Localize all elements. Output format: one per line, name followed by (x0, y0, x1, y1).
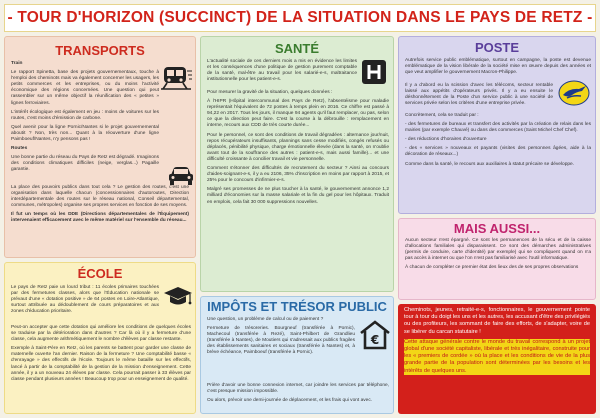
mais-aussi-paragraph: Aucun secteur n'est épargné. Ce sont les permanences de la sécu et de la caisse d'allocations familiales qui disparaissent. Ce sont des démarches administratives (permis de conduire, carte d'identité) par exemple) qui se compliquent quand on n'a pas accès à internet ou que l'on n'est pas familiarisé avec l'outil informatique. (405, 238, 591, 262)
impots-paragraph: Prière d'avoir une bonne connexion internet, car joindre les services par téléphone, c'est presque mission impossible. (207, 383, 389, 395)
sante-text-bottom (207, 90, 389, 209)
poste-heading: POSTE (474, 40, 520, 55)
impots-section (200, 296, 394, 414)
poste-paragraph: Concrètement, cela se traduit par : (405, 113, 479, 118)
euro-house-icon (359, 319, 391, 351)
la-poste-bird-icon (557, 79, 591, 107)
poste-paragraph: - des fermetures de bureaux et transfert des activités par la création de relais dans les mairies (par exemple Chauvé) ou dans des commerces (Saint Michel Chef Chef). (405, 122, 591, 134)
sante-paragraph: Comment s'étonner des difficultés de recrutement du secteur ? Ainsi au concours d'aides-soignant-e-s, il y a eu 2106, 35% d'inscription en moins par rapport à 2015, et 25% pour le concours d'infirmier-e-s. (207, 166, 389, 184)
ecole-paragraph: Peut-on accepter que cette dotation qui améliore les conditions de quelques écoles se traduise par la détérioration dans d'autres ? Car là où il y a fermeture d'une classe, cela augmente arithmétiquement le nombre d'élèves par classe restante. (11, 325, 191, 343)
impots-paragraph: Fermeture de trésoreries. Bourgneuf (transférée à Pornic), Machecoul (transférée à Rezé), Saint-Philbert de Grandlieu (transférée à Nantes), de Moutiers qui s'adressait aux publics fragiles des établissements sanitaires et sociaux (transférée à Nantes) et, à brève échéance, Paimboeuf (transférée à Pornic). (207, 326, 355, 356)
train-icon (161, 65, 193, 91)
mais-aussi-section (398, 218, 596, 300)
impots-text-top (207, 317, 355, 360)
transports-paragraph: Il fut un temps où les DDE (Directions départementales de l'Équipement) intervenaient efficacement avec le même matériel sur l'ensemble du réseau... (11, 212, 189, 224)
transports-heading: TRANSPORTS (55, 43, 145, 58)
ecole-paragraph: Exemple à Saint-Père en Retz, où les parents se battent pour garder une classe de maternelle ouverte l'an dernier. Raison de la fermeture ? Une comptabilité basse « d'enrayage » des effectifs de l'école. Toujours le même bataille sur les effectifs, lancé à partir de la comptabilité de la gestion de la mission d'enseignement. Cette année, il y a un nouveau 24 élèves par classe. Cela pourrait passer à 33 élèves par classe pendant plusieurs années ! Beaucoup trop pour un enseignement de qualité. (11, 346, 191, 382)
sante-paragraph: Pour le personnel, ce sont des conditions de travail dégradées : alternance jour/nuit, repos récupérateurs insuffisants, plannings sans cesse modifiés, congés refusés ou déplacés, pénibilité physique, charge émotionnelle élevée (dans la santé, on n'oublie avant tout de la souffrance des autres : patient-e-s, mais aussi famille)... et une difficulté croissante à concilier travail et vie personnelle. (207, 132, 389, 162)
impots-text-bottom (207, 383, 389, 407)
poste-paragraph: Il y a d'abord eu la scission d'avec les télécoms, secteur rentable laissé aux appétits d'opérateurs privés. Il y a eu ensuite le déshonnêtement de la Poste d'un service public à une société de services privée selon les critères d'une entreprise privée. (405, 83, 553, 107)
ecole-text-bottom (11, 325, 191, 386)
mais-aussi-text (405, 238, 591, 274)
conclusion-text (398, 304, 596, 381)
routes-subheading: Routes (11, 146, 28, 152)
mais-aussi-heading: MAIS AUSSI... (453, 221, 541, 236)
conclusion-section (398, 304, 596, 414)
impots-paragraph: Ou alors, prévoir une demi-journée de déplacement, et les frais qui vont avec. (207, 398, 373, 404)
conclusion-paragraph: Cheminots, jeunes, retraité-e-s, fonctionnaires, le gouvernement pointe tour à tour du doigt les uns et les autres, les accusant d'être des privilégiés ou des profiteurs, les sommant de faire des efforts, de s'adapter, voire de se libérer du carcan statutaire ! (404, 307, 590, 335)
poste-text-bottom (405, 113, 591, 171)
sante-paragraph: L'actualité sociale de ces derniers mois a mis en évidence les limites et les conséquences d'une politique de gestion purement comptable de la santé, mal-être au travail pour les salarié-e-s, maltraitance institutionnelle pour les patient-e-s. (207, 59, 357, 83)
sante-paragraph: À l'HIPR (Hôpital intercommunal des Pays de Retz), l'absentéisme pour maladie représentait l'équivalent de 72 postes à temps plein en 2016. Ce chiffre est passé à 94,22 en 2017. Tous les jours, il manque 94 agents qu'il faut remplacer, ou pas, selon ce que la direction peut faire. C'est la course à la débrouille : remplacement en interne, recours aux CDD de très courte durée... (207, 99, 389, 129)
svg-text:€: € (370, 333, 380, 347)
transports-section (4, 36, 196, 258)
ecole-paragraph: Le pays de Retz paie un lourd tribut : 11 écoles primaires touchées par des fermetures classes, alors que l'Éducation nationale se prévaut d'une « dotation positive » de 64 postes en Loire-Atlantique, surtout attribuée au dédoublement de cours préparatoires et aux zones d'éducation prioritaire. (11, 285, 159, 315)
sante-text-top (207, 59, 357, 86)
sante-paragraph: Malgré ses promesses de ne plus toucher à la santé, le gouvernement annonce 1,2 milliard d'économies sur la masse salariale et la fin du gel pour les hôpitaux. Traduit en emplois, cela fait 30 000 suppressions nouvelles. (207, 187, 389, 205)
poste-text-top (405, 58, 591, 79)
poste-paragraph: - des réductions d'horaires d'ouverture (405, 137, 487, 143)
car-icon (167, 165, 195, 187)
sante-section (200, 36, 394, 292)
title-banner (4, 4, 596, 32)
sante-heading: SANTÉ (274, 41, 320, 56)
poste-paragraph: - des « services » nouveaux et payants (visites des personnes âgées, aide à la décoration de réseaux...) (405, 146, 591, 158)
transports-paragraph: L'intérêt écologique est également en jeu : moins de voitures sur les routes, c'est moins d'émission de carbone. (11, 109, 159, 121)
train-subheading: Train (11, 61, 23, 66)
ecole-text-top (11, 285, 159, 318)
transports-text-bottom (11, 185, 189, 228)
impots-paragraph: Une question, un problème de calcul ou de paiement ? (207, 317, 324, 322)
graduation-cap-icon (163, 285, 193, 307)
transports-paragraph: Quel avenir pour la ligne Pornic/Nantes si le projet gouvernemental aboutit ? Non, très non... Quant à la réouverture d'une ligne Paimboeuf/Nantes, n'y pensons pas ! (11, 124, 159, 143)
ecole-section (4, 262, 196, 414)
poste-paragraph: Comme dans la santé, le recours aux auxiliaires à statut précaire se développe. (405, 161, 575, 167)
transports-paragraph: Le rapport Spinetta, base des projets gouvernementaux, touche à l'emploi des cheminots mais va également concerner les usagers, les petits commerces et les entreprises, ou du moins l'activité économique des régions concernées. Une question qui peut rassembler sur un même objectif la réunification des « petites » lignes ferroviaires. (11, 70, 159, 106)
ecole-heading: ÉCOLE (77, 266, 123, 281)
impots-heading: IMPÔTS ET TRÉSOR PUBLIC (207, 299, 387, 314)
sante-paragraph: Pour mesurer la gravité de la situation, quelques données : (207, 90, 333, 95)
transports-paragraph: Une bonne partie du réseau du Pays de Retz est dégradé. Imaginons des conditions climatiques difficiles (neige, verglas...) Pagaille garantie. (11, 155, 159, 173)
mais-aussi-paragraph: À chacun de compléter ce premier état des lieux des de ses propres observations (405, 265, 579, 271)
poste-text-mid (405, 83, 553, 110)
transports-text-top (11, 61, 159, 177)
transports-paragraph: La place des pouvoirs publics dans tout cela ? Le gestion des routes, c'est une organisation dans laquelle chacun (concessionnaires d'autoroutes, Direction interdépartementale des routes sur le réseau national, Conseil départemental, communes, métropoles) organise ses propres services en fonction de ses moyens. (11, 185, 189, 209)
conclusion-highlight-paragraph: Cette attaque générale contre le monde du travail correspond à un projet global d'une société capitaliste, libérale et très inégalitaire, construite pour les « premiers de cordée » où la place et les conditions de vie de la plus grande partie de la population sont déterminées par les besoins et les intérêts de quelques uns. (404, 338, 590, 374)
hospital-h-icon (361, 59, 387, 85)
poste-section (398, 36, 596, 214)
page-title: - TOUR D'HORIZON (SUCCINCT) DE LA SITUATION DANS LE PAYS DE RETZ - (7, 9, 593, 26)
poste-paragraph: Autrefois service public emblématique, surtout en campagne, la poste est devenue emblématique de la vision libérale de la société mise en œuvre depuis des années et que veut amplifier le gouvernement Macron-Philippe. (405, 58, 591, 76)
